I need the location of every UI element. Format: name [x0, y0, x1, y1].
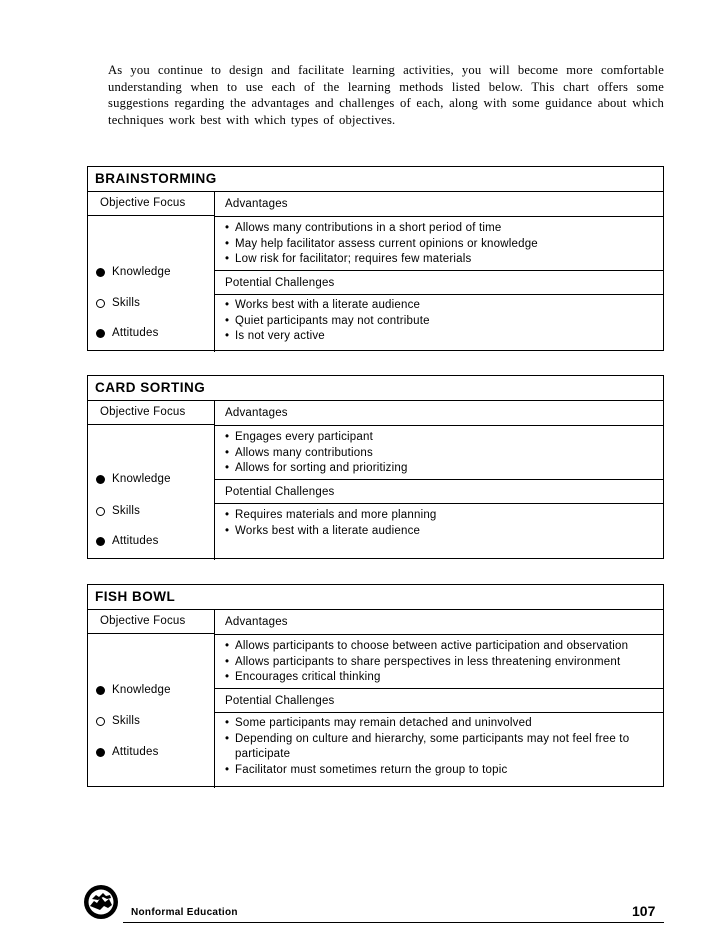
- page-number: 107: [632, 903, 656, 919]
- focus-attitudes: [96, 746, 159, 758]
- challenges-list: [225, 508, 657, 539]
- method-title: BRAINSTORMING: [88, 167, 663, 192]
- focus-label: Attitudes: [112, 746, 159, 758]
- list-item: • Works best with a literate audience: [225, 524, 657, 540]
- challenges-list: [225, 716, 643, 778]
- focus-skills: [96, 505, 140, 517]
- focus-attitudes: [96, 327, 159, 339]
- list-item: • Allows many contributions in a short period of time: [225, 221, 657, 237]
- filled-circle-icon: [96, 686, 105, 695]
- advantages-header: Advantages: [215, 192, 663, 217]
- focus-label: Knowledge: [112, 684, 171, 696]
- focus-skills: [96, 715, 140, 727]
- filled-circle-icon: [96, 329, 105, 338]
- list-item: • Encourages critical thinking: [225, 670, 657, 686]
- advantages-list: [225, 221, 657, 268]
- list-item: • Engages every participant: [225, 430, 657, 446]
- focus-knowledge: [96, 266, 171, 278]
- list-item: • Allows participants to choose between active participation and observation: [225, 639, 657, 655]
- footer-title: Nonformal Education: [131, 907, 238, 918]
- open-circle-icon: [96, 717, 105, 726]
- challenges-header: Potential Challenges: [215, 688, 663, 713]
- footer-divider: [123, 922, 664, 923]
- focus-knowledge: [96, 473, 171, 485]
- list-item: • Quiet participants may not contribute: [225, 314, 657, 330]
- objective-focus-column: [88, 401, 215, 560]
- objective-focus-header: Objective Focus: [88, 192, 214, 216]
- list-item: • May help facilitator assess current opinions or knowledge: [225, 237, 657, 253]
- focus-label: Skills: [112, 297, 141, 309]
- focus-label: Attitudes: [112, 327, 159, 339]
- open-circle-icon: [96, 299, 105, 308]
- focus-label: Attitudes: [112, 535, 159, 547]
- open-circle-icon: [96, 507, 105, 516]
- advantages-header: Advantages: [215, 610, 663, 635]
- method-title: FISH BOWL: [88, 585, 663, 610]
- intro-paragraph: As you continue to design and facilitate learning activities, you will become more comfortable understanding when to use each of the learning methods listed below. This chart offers some suggestions regarding the advantages and challenges of each, along with some guidance about which techniques work best with which types of objectives.: [108, 63, 664, 127]
- focus-skills: [96, 297, 140, 309]
- focus-knowledge: [96, 684, 171, 696]
- list-item: • Allows for sorting and prioritizing: [225, 461, 657, 477]
- objective-focus-header: Objective Focus: [88, 401, 214, 425]
- objective-focus-column: [88, 192, 215, 352]
- focus-label: Knowledge: [112, 473, 171, 485]
- filled-circle-icon: [96, 537, 105, 546]
- list-item: • Low risk for facilitator; requires few materials: [225, 252, 657, 268]
- filled-circle-icon: [96, 475, 105, 484]
- list-item: • Facilitator must sometimes return the group to topic: [225, 763, 643, 779]
- list-item: • Works best with a literate audience: [225, 298, 657, 314]
- list-item: • Depending on culture and hierarchy, some participants may not feel free to participate: [225, 732, 643, 763]
- challenges-header: Potential Challenges: [215, 479, 663, 504]
- filled-circle-icon: [96, 268, 105, 277]
- list-item: • Some participants may remain detached and uninvolved: [225, 716, 643, 732]
- focus-attitudes: [96, 535, 159, 547]
- advantages-list: [225, 430, 657, 477]
- list-item: • Allows many contributions: [225, 446, 657, 462]
- method-title: CARD SORTING: [88, 376, 663, 401]
- method-brainstorming: [87, 166, 664, 351]
- focus-label: Skills: [112, 505, 141, 517]
- advantages-header: Advantages: [215, 401, 663, 426]
- challenges-list: [225, 298, 657, 345]
- filled-circle-icon: [96, 748, 105, 757]
- challenges-header: Potential Challenges: [215, 270, 663, 295]
- peace-corps-logo: [83, 884, 119, 920]
- focus-label: Skills: [112, 715, 141, 727]
- objective-focus-header: Objective Focus: [88, 610, 214, 634]
- objective-focus-column: [88, 610, 215, 788]
- method-card-sorting: [87, 375, 664, 559]
- focus-label: Knowledge: [112, 266, 171, 278]
- advantages-list: [225, 639, 657, 686]
- list-item: • Is not very active: [225, 329, 657, 345]
- list-item: • Allows participants to share perspectives in less threatening environment: [225, 655, 657, 671]
- method-fish-bowl: [87, 584, 664, 787]
- list-item: • Requires materials and more planning: [225, 508, 657, 524]
